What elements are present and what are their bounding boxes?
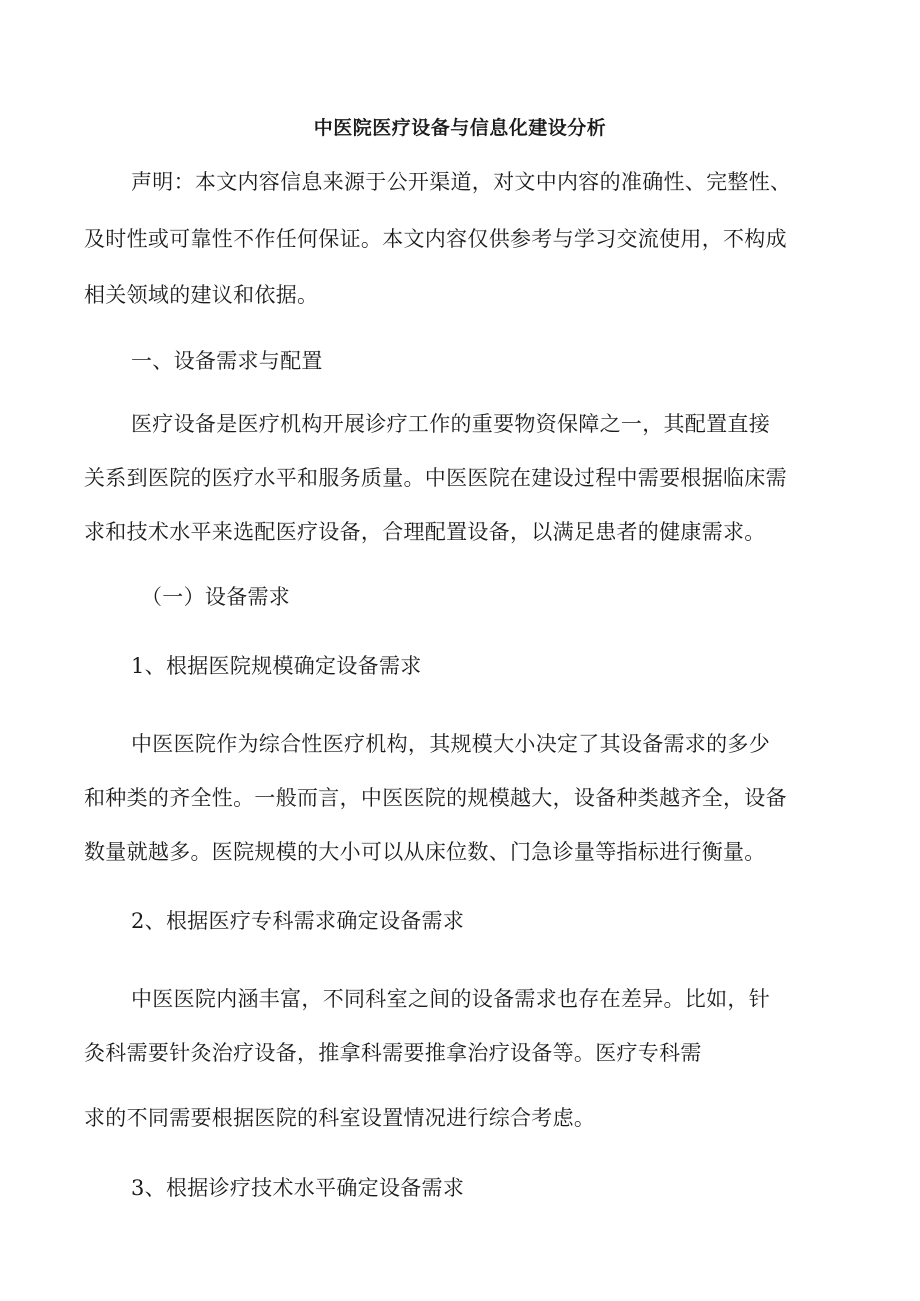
subsection1-heading: （一）设备需求 — [141, 585, 291, 609]
item1-body-line-2: 和种类的齐全性。一般而言，中医医院的规模越大，设备种类越齐全，设备 — [84, 786, 787, 810]
disclaimer-line-1: 声明：本文内容信息来源于公开渠道，对文中内容的准确性、完整性、 — [131, 170, 792, 194]
section1-intro-line-1: 医疗设备是医疗机构开展诊疗工作的重要物资保障之一，其配置直接 — [131, 412, 770, 436]
item2-heading: 2、根据医疗专科需求确定设备需求 — [131, 909, 465, 933]
disclaimer-line-2: 及时性或可靠性不作任何保证。本文内容仅供参考与学习交流使用，不构成 — [84, 227, 787, 251]
item2-body-line-3: 求的不同需要根据医院的科室设置情况进行综合考虑。 — [84, 1106, 596, 1130]
document-title: 中医院医疗设备与信息化建设分析 — [313, 117, 607, 139]
item3-heading: 3、根据诊疗技术水平确定设备需求 — [131, 1176, 465, 1200]
section1-heading: 一、设备需求与配置 — [131, 349, 323, 373]
disclaimer-line-3: 相关领域的建议和依据。 — [84, 283, 319, 307]
section1-intro-line-3: 求和技术水平来选配医疗设备，合理配置设备，以满足患者的健康需求。 — [84, 520, 766, 544]
item1-heading: 1、根据医院规模确定设备需求 — [131, 654, 422, 678]
section1-intro-line-2: 关系到医院的医疗水平和服务质量。中医医院在建设过程中需要根据临床需 — [84, 466, 787, 490]
item1-body-line-3: 数量就越多。医院规模的大小可以从床位数、门急诊量等指标进行衡量。 — [84, 840, 766, 864]
item1-body-line-1: 中医医院作为综合性医疗机构，其规模大小决定了其设备需求的多少 — [131, 732, 770, 756]
item2-body-line-1: 中医医院内涵丰富，不同科室之间的设备需求也存在差异。比如，针 — [131, 987, 770, 1011]
item2-body-line-2: 灸科需要针灸治疗设备，推拿科需要推拿治疗设备等。医疗专科需 — [84, 1041, 702, 1065]
